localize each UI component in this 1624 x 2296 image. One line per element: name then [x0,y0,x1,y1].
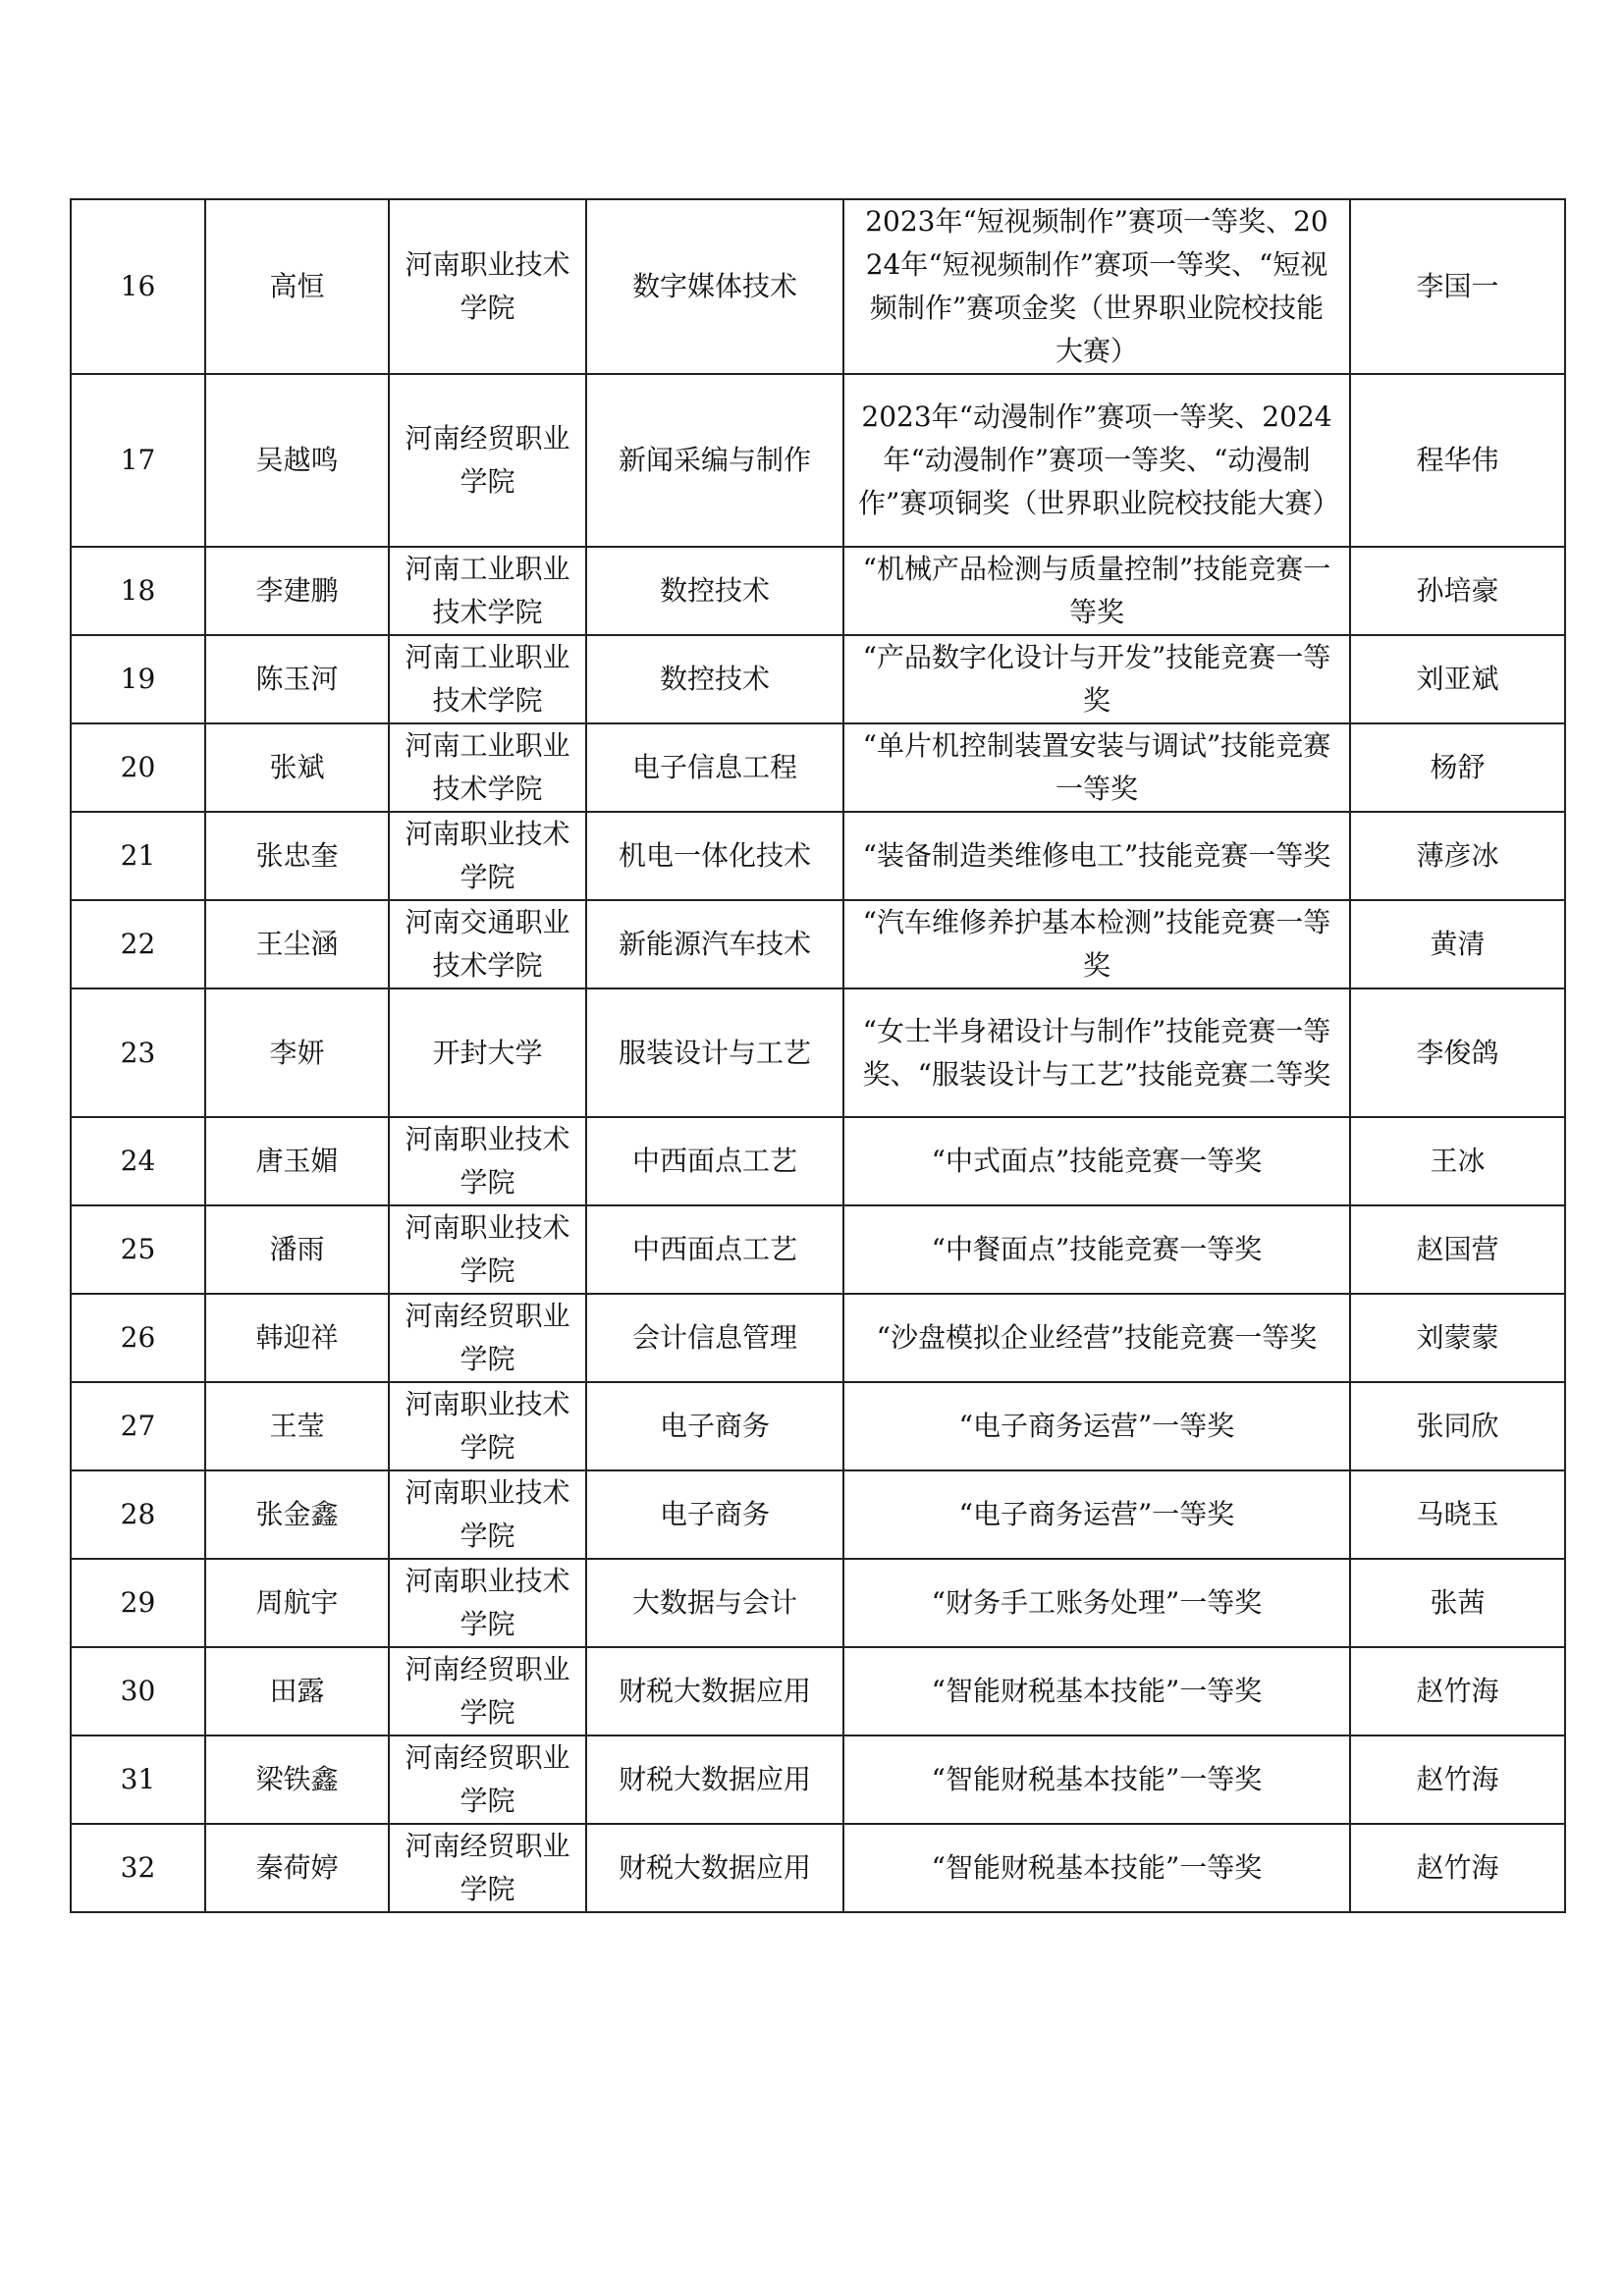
teacher-name: 刘亚斌 [1350,635,1565,723]
award-description: “电子商务运营”一等奖 [843,1382,1350,1470]
teacher-name: 薄彦冰 [1350,812,1565,900]
table-row [71,1117,1565,1205]
row-number: 29 [71,1559,205,1647]
table-row [71,812,1565,900]
major-name: 会计信息管理 [586,1294,843,1382]
teacher-name: 赵国营 [1350,1205,1565,1294]
student-name: 李建鹏 [205,547,389,635]
school-name: 河南工业职业技术学院 [389,635,586,723]
student-name: 梁铁鑫 [205,1735,389,1824]
major-name: 电子信息工程 [586,723,843,812]
row-number: 30 [71,1647,205,1735]
school-name: 河南职业技术学院 [389,199,586,374]
school-name: 河南工业职业技术学院 [389,723,586,812]
row-number: 24 [71,1117,205,1205]
teacher-name: 李俊鸽 [1350,988,1565,1117]
award-description: “中式面点”技能竞赛一等奖 [843,1117,1350,1205]
major-name: 财税大数据应用 [586,1824,843,1912]
student-name: 韩迎祥 [205,1294,389,1382]
table-row [71,635,1565,723]
award-description: “财务手工账务处理”一等奖 [843,1559,1350,1647]
student-name: 唐玉媚 [205,1117,389,1205]
row-number: 27 [71,1382,205,1470]
award-description: “汽车维修养护基本检测”技能竞赛一等奖 [843,900,1350,988]
award-description: “机械产品检测与质量控制”技能竞赛一等奖 [843,547,1350,635]
teacher-name: 张同欣 [1350,1382,1565,1470]
table-row [71,374,1565,547]
row-number: 17 [71,374,205,547]
student-name: 吴越鸣 [205,374,389,547]
school-name: 河南经贸职业学院 [389,374,586,547]
school-name: 河南职业技术学院 [389,1117,586,1205]
school-name: 河南职业技术学院 [389,1559,586,1647]
student-name: 李妍 [205,988,389,1117]
row-number: 28 [71,1470,205,1559]
major-name: 电子商务 [586,1382,843,1470]
student-name: 张斌 [205,723,389,812]
table-row [71,900,1565,988]
teacher-name: 孙培豪 [1350,547,1565,635]
table-row [71,1470,1565,1559]
teacher-name: 马晓玉 [1350,1470,1565,1559]
table-row [71,1647,1565,1735]
student-name: 周航宇 [205,1559,389,1647]
school-name: 河南经贸职业学院 [389,1824,586,1912]
major-name: 服装设计与工艺 [586,988,843,1117]
row-number: 23 [71,988,205,1117]
school-name: 河南经贸职业学院 [389,1294,586,1382]
teacher-name: 张茜 [1350,1559,1565,1647]
table-row [71,1735,1565,1824]
school-name: 河南职业技术学院 [389,1382,586,1470]
row-number: 25 [71,1205,205,1294]
award-description: “产品数字化设计与开发”技能竞赛一等奖 [843,635,1350,723]
student-name: 张金鑫 [205,1470,389,1559]
row-number: 18 [71,547,205,635]
school-name: 河南职业技术学院 [389,1470,586,1559]
award-description: “沙盘模拟企业经营”技能竞赛一等奖 [843,1294,1350,1382]
award-table [70,198,1566,1913]
award-description: “中餐面点”技能竞赛一等奖 [843,1205,1350,1294]
award-table-body [71,199,1565,1912]
table-row [71,199,1565,374]
teacher-name: 程华伟 [1350,374,1565,547]
school-name: 河南职业技术学院 [389,1205,586,1294]
major-name: 新闻采编与制作 [586,374,843,547]
student-name: 陈玉河 [205,635,389,723]
teacher-name: 杨舒 [1350,723,1565,812]
student-name: 张忠奎 [205,812,389,900]
row-number: 26 [71,1294,205,1382]
major-name: 中西面点工艺 [586,1205,843,1294]
school-name: 开封大学 [389,988,586,1117]
student-name: 潘雨 [205,1205,389,1294]
award-description: 2023年“动漫制作”赛项一等奖、2024年“动漫制作”赛项一等奖、“动漫制作”赛项铜奖（世界职业院校技能大赛） [843,374,1350,547]
major-name: 财税大数据应用 [586,1647,843,1735]
table-row [71,1382,1565,1470]
table-row [71,1294,1565,1382]
award-description: “电子商务运营”一等奖 [843,1470,1350,1559]
teacher-name: 王冰 [1350,1117,1565,1205]
student-name: 田露 [205,1647,389,1735]
table-row [71,1559,1565,1647]
award-description: “单片机控制装置安装与调试”技能竞赛一等奖 [843,723,1350,812]
teacher-name: 李国一 [1350,199,1565,374]
major-name: 大数据与会计 [586,1559,843,1647]
award-description: “智能财税基本技能”一等奖 [843,1824,1350,1912]
row-number: 31 [71,1735,205,1824]
teacher-name: 赵竹海 [1350,1735,1565,1824]
major-name: 财税大数据应用 [586,1735,843,1824]
award-description: “智能财税基本技能”一等奖 [843,1735,1350,1824]
school-name: 河南工业职业技术学院 [389,547,586,635]
row-number: 19 [71,635,205,723]
student-name: 高恒 [205,199,389,374]
table-row [71,988,1565,1117]
row-number: 32 [71,1824,205,1912]
table-row [71,1824,1565,1912]
major-name: 中西面点工艺 [586,1117,843,1205]
major-name: 机电一体化技术 [586,812,843,900]
student-name: 王莹 [205,1382,389,1470]
table-row [71,1205,1565,1294]
school-name: 河南交通职业技术学院 [389,900,586,988]
award-description: “装备制造类维修电工”技能竞赛一等奖 [843,812,1350,900]
major-name: 数控技术 [586,547,843,635]
school-name: 河南经贸职业学院 [389,1647,586,1735]
teacher-name: 赵竹海 [1350,1824,1565,1912]
row-number: 22 [71,900,205,988]
student-name: 秦荷婷 [205,1824,389,1912]
award-description: “女士半身裙设计与制作”技能竞赛一等奖、“服装设计与工艺”技能竞赛二等奖 [843,988,1350,1117]
student-name: 王尘涵 [205,900,389,988]
teacher-name: 赵竹海 [1350,1647,1565,1735]
row-number: 21 [71,812,205,900]
major-name: 新能源汽车技术 [586,900,843,988]
school-name: 河南职业技术学院 [389,812,586,900]
major-name: 数字媒体技术 [586,199,843,374]
major-name: 电子商务 [586,1470,843,1559]
table-row [71,723,1565,812]
teacher-name: 刘蒙蒙 [1350,1294,1565,1382]
row-number: 20 [71,723,205,812]
teacher-name: 黄清 [1350,900,1565,988]
award-description: 2023年“短视频制作”赛项一等奖、2024年“短视频制作”赛项一等奖、“短视频制作”赛项金奖（世界职业院校技能大赛） [843,199,1350,374]
award-description: “智能财税基本技能”一等奖 [843,1647,1350,1735]
table-row [71,547,1565,635]
school-name: 河南经贸职业学院 [389,1735,586,1824]
row-number: 16 [71,199,205,374]
major-name: 数控技术 [586,635,843,723]
